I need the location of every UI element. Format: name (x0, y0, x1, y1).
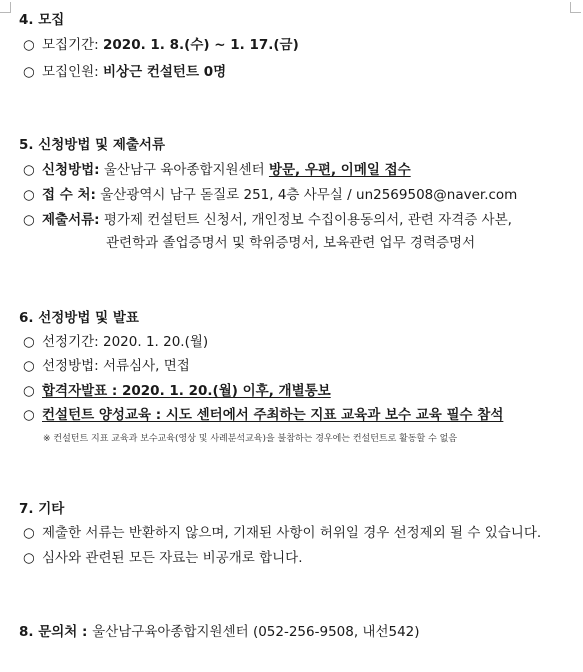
section-6-heading: 6. 선정방법 및 발표 (19, 310, 139, 326)
apply-method-row (23, 161, 411, 179)
reception-text: 울산광역시 남구 돋질로 251, 4층 사무실 / un2569508@naver.com (95, 187, 518, 203)
section-5-heading: 5. 신청방법 및 제출서류 (19, 137, 165, 153)
training-row (23, 406, 503, 424)
reception-row (23, 186, 517, 204)
recruit-period-row (23, 36, 299, 54)
contact-label: 8. 문의처 : (19, 624, 93, 640)
apply-method-value: 방문, 우편, 이메일 접수 (268, 162, 411, 178)
recruit-count-row (23, 63, 226, 81)
selection-method-row (23, 357, 190, 375)
misc-row-1 (23, 524, 541, 542)
section-7-heading: 7. 기타 (19, 501, 65, 517)
page-corner-mark-right (570, 2, 581, 13)
bullet-circle-icon: ○ (23, 162, 35, 178)
bullet-circle-icon: ○ (23, 187, 35, 203)
recruit-count-value: 비상근 컨설턴트 0명 (103, 64, 227, 80)
bullet-circle-icon: ○ (23, 407, 35, 423)
documents-text: 평가제 컨설턴트 신청서, 개인정보 수집이용동의서, 관련 자격증 사본, (99, 212, 512, 228)
page-corner-mark-left (0, 2, 11, 13)
section-4-heading: 4. 모집 (19, 12, 65, 28)
bullet-circle-icon: ○ (23, 64, 35, 80)
bullet-circle-icon: ○ (23, 358, 35, 374)
apply-method-text: 울산남구 육아종합지원센터 (99, 162, 269, 178)
announcement-text: 합격자발표 : 2020. 1. 20.(월) 이후, 개별통보 (42, 383, 331, 399)
announcement-row (23, 382, 331, 400)
misc-text-2: 심사와 관련된 모든 자료는 비공개로 합니다. (42, 550, 303, 566)
recruit-count-label: 모집인원: (42, 64, 104, 80)
selection-method-text: 선정방법: 서류심사, 면접 (42, 358, 190, 374)
misc-text-1: 제출한 서류는 반환하지 않으며, 기재된 사항이 허위일 경우 선정제외 될 수 있습니다. (42, 525, 542, 541)
bullet-circle-icon: ○ (23, 212, 35, 228)
selection-period-row (23, 333, 208, 351)
bullet-circle-icon: ○ (23, 550, 35, 566)
training-text: 컨설턴트 양성교육 : 시도 센터에서 주최하는 지표 교육과 보수 교육 필수 참석 (42, 407, 504, 423)
training-note: ※ 컨설턴트 지표 교육과 보수교육(영상 및 사례분석교육)을 불참하는 경우에는 컨설턴트로 활동할 수 없음 (43, 434, 458, 444)
documents-row (23, 211, 512, 229)
documents-label: 제출서류: (42, 212, 100, 228)
misc-row-2 (23, 549, 303, 567)
contact-value: 울산남구육아종합지원센터 (052-256-9508, 내선542) (92, 624, 420, 640)
bullet-circle-icon: ○ (23, 334, 35, 350)
selection-period-text: 선정기간: 2020. 1. 20.(월) (42, 334, 209, 350)
recruit-period-label: 모집기간: (42, 37, 104, 53)
recruit-period-value: 2020. 1. 8.(수) ~ 1. 17.(금) (103, 37, 299, 53)
bullet-circle-icon: ○ (23, 525, 35, 541)
bullet-circle-icon: ○ (23, 383, 35, 399)
bullet-circle-icon: ○ (23, 37, 35, 53)
reception-label: 접 수 처: (42, 187, 96, 203)
contact-row (19, 623, 420, 641)
apply-method-label: 신청방법: (42, 162, 100, 178)
documents-continued: 관련학과 졸업증명서 및 학위증명서, 보육관련 업무 경력증명서 (106, 235, 476, 251)
